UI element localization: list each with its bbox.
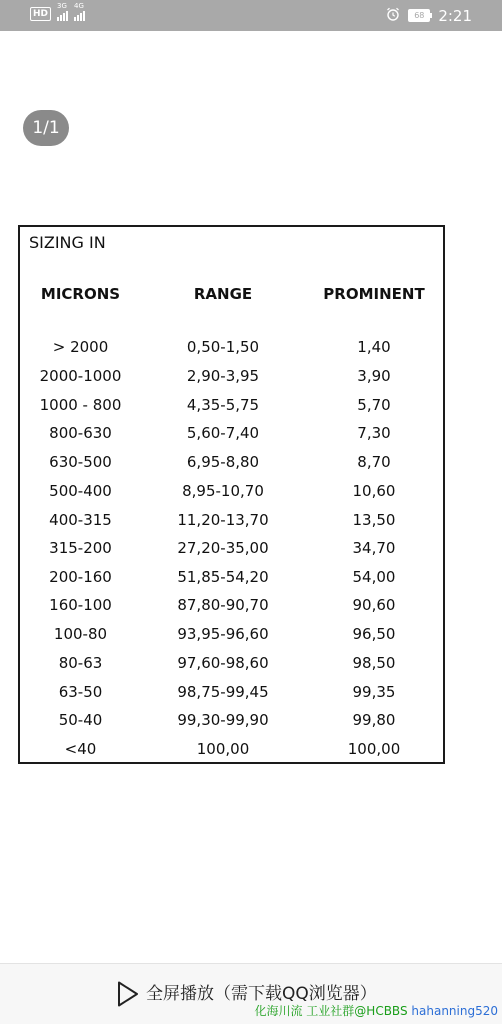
table-row — [20, 652, 443, 680]
watermark-main: 化海川流 工业社群@HCBBS — [254, 1004, 408, 1018]
table-row — [20, 336, 443, 364]
cell-range: 6,95-8,80 — [186, 453, 260, 471]
status-bar — [0, 0, 502, 31]
table-row — [20, 681, 443, 709]
table-row — [20, 365, 443, 393]
cell-prominent: 99,80 — [352, 711, 396, 729]
cell-microns: 2000-1000 — [39, 367, 122, 385]
cell-range: 11,20-13,70 — [177, 511, 269, 529]
cell-microns: 100-80 — [53, 625, 108, 643]
cell-microns: > 2000 — [52, 338, 109, 356]
cell-prominent: 96,50 — [352, 625, 396, 643]
cell-microns: 800-630 — [49, 424, 112, 442]
table-row — [20, 451, 443, 479]
document-image — [18, 225, 445, 764]
watermark — [254, 1003, 498, 1019]
column-header-microns: MICRONS — [40, 285, 121, 303]
table-row — [20, 566, 443, 594]
cell-range: 5,60-7,40 — [186, 424, 260, 442]
cell-range: 0,50-1,50 — [186, 338, 260, 356]
hd-voice-icon: HD — [30, 7, 51, 21]
cell-range: 99,30-99,90 — [177, 711, 269, 729]
cell-microns: 200-160 — [49, 568, 112, 586]
cell-microns: 63-50 — [58, 683, 103, 701]
cell-prominent: 34,70 — [352, 539, 396, 557]
cell-microns: 400-315 — [49, 511, 112, 529]
cell-prominent: 7,30 — [357, 424, 391, 442]
status-time: 2:21 — [438, 6, 472, 25]
doc-title: SIZING IN — [29, 233, 106, 252]
cell-range: 98,75-99,45 — [177, 683, 269, 701]
cell-microns: 315-200 — [49, 539, 112, 557]
network-type-label-2: 4G — [74, 2, 84, 10]
cell-range: 100,00 — [196, 740, 250, 758]
cell-prominent: 13,50 — [352, 511, 396, 529]
cell-prominent: 5,70 — [357, 396, 391, 414]
fullscreen-play-label: 全屏播放（需下载QQ浏览器） — [146, 984, 377, 1004]
cell-prominent: 90,60 — [352, 596, 396, 614]
table-row — [20, 623, 443, 651]
cell-range: 2,90-3,95 — [186, 367, 260, 385]
watermark-sub: hahanning520 — [411, 1004, 498, 1018]
cell-microns: 1000 - 800 — [39, 396, 122, 414]
cell-prominent: 100,00 — [347, 740, 401, 758]
cell-range: 4,35-5,75 — [186, 396, 260, 414]
table-row — [20, 594, 443, 622]
signal-strength-icon — [57, 2, 68, 21]
cell-prominent: 54,00 — [352, 568, 396, 586]
battery-icon: 68 — [408, 9, 430, 22]
table-row — [20, 422, 443, 450]
table-row — [20, 509, 443, 537]
play-icon — [116, 980, 140, 1008]
table-row — [20, 738, 443, 766]
network-type-label: 3G — [57, 2, 67, 10]
page-counter: 1/1 — [23, 110, 69, 146]
cell-prominent: 8,70 — [357, 453, 391, 471]
cell-microns: 160-100 — [49, 596, 112, 614]
status-right — [386, 6, 472, 25]
cell-microns: 80-63 — [58, 654, 103, 672]
table-row — [20, 537, 443, 565]
cell-microns: 630-500 — [49, 453, 112, 471]
cell-prominent: 1,40 — [357, 338, 391, 356]
column-header-prominent: PROMINENT — [323, 285, 425, 303]
cell-prominent: 3,90 — [357, 367, 391, 385]
cell-microns: <40 — [64, 740, 97, 758]
cell-range: 93,95-96,60 — [177, 625, 269, 643]
cell-microns: 500-400 — [49, 482, 112, 500]
cell-range: 8,95-10,70 — [182, 482, 264, 500]
cell-range: 97,60-98,60 — [177, 654, 269, 672]
cell-prominent: 99,35 — [352, 683, 396, 701]
column-header-range: RANGE — [193, 285, 253, 303]
cell-range: 27,20-35,00 — [177, 539, 269, 557]
cell-range: 87,80-90,70 — [177, 596, 269, 614]
alarm-clock-icon — [386, 6, 400, 25]
cell-prominent: 98,50 — [352, 654, 396, 672]
table-row — [20, 709, 443, 737]
table-row — [20, 480, 443, 508]
cell-range: 51,85-54,20 — [177, 568, 269, 586]
cell-microns: 50-40 — [58, 711, 103, 729]
status-left — [30, 2, 85, 21]
table-row — [20, 394, 443, 422]
signal-strength-icon-2 — [74, 2, 85, 21]
cell-prominent: 10,60 — [352, 482, 396, 500]
